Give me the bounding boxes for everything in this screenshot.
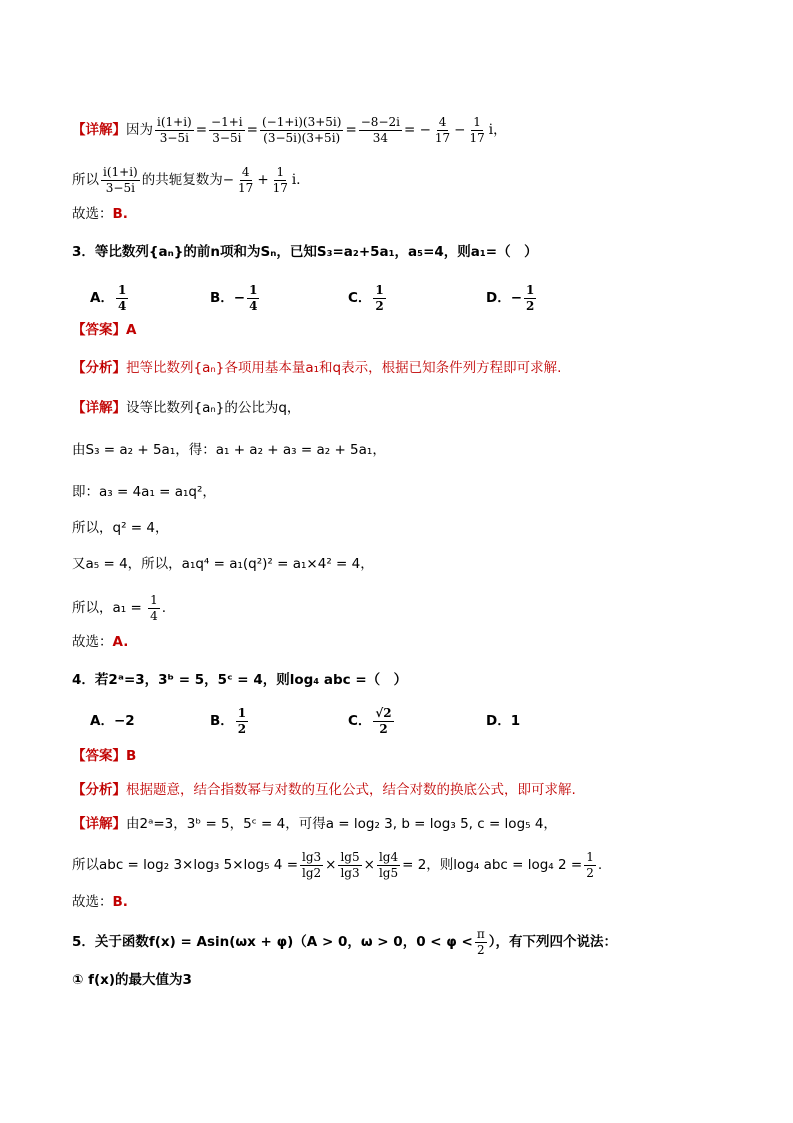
q4-answer: 【答案】B xyxy=(72,748,137,764)
q5-statement-1: ① f(x)的最大值为3 xyxy=(72,972,192,988)
fraction-2: $\frac{-1+i}{3-5i}$ xyxy=(211,114,243,145)
choose-line-intro: 故选：B. xyxy=(72,206,128,222)
because-text: 因为 xyxy=(126,122,153,138)
q4-detail-2: 所以abc = log₂ 3×log₃ 5×log₅ 4 = $\frac{\lg 3}{\lg 2}$ × $\frac{\lg 5}{\lg 3}$ × $\frac{\lg 4}{\lg 5}$ = 2，则log₄ abc = log₄ 2 = $\frac{1}{2}$ . xyxy=(72,849,603,880)
q4-choose: 故选：B. xyxy=(72,894,128,910)
q3-detail-3: 即：a₃ = 4a₁ = a₁q²， xyxy=(72,484,216,500)
fraction-conj: $\frac{i(1+i)}{3-5i}$ xyxy=(103,164,138,195)
q3-answer: 【答案】A xyxy=(72,322,137,338)
q3-option-d: D．− $\frac{1}{2}$ xyxy=(486,282,535,313)
q3-option-c: C． $\frac{1}{2}$ xyxy=(348,282,384,313)
q3-detail-6: 所以，a₁ = $\frac{1}{4}$ . xyxy=(72,592,167,623)
q4-options xyxy=(72,702,753,740)
q4-option-a: A．−2 xyxy=(90,713,135,729)
fraction-6: $\frac{1}{17}$ xyxy=(469,114,485,145)
q4-option-c: C． $\frac{√2}{2}$ xyxy=(348,705,392,736)
q4-detail-1: 【详解】由2ᵃ=3，3ᵇ = 5，5ᶜ = 4，可得a = log₂ 3, b = log₃ 5, c = log₅ 4， xyxy=(72,816,557,832)
q3-detail-4: 所以，q² = 4， xyxy=(72,520,169,536)
detail-line-intro: 【详解】因为 $\frac{i(1+i)}{3-5i}$ = $\frac{-1+i}{3-5i}$ = $\frac{(-1+i)(3+5i)}{(3-5i)(3+5i)}$ = $\frac{-8-2i}{34}$ = − $\frac{4}{17}$ − $\frac{1}{17}$ i， xyxy=(72,114,507,145)
fraction-5: $\frac{4}{17}$ xyxy=(434,114,451,145)
q3-option-a: A． $\frac{1}{4}$ xyxy=(90,282,127,313)
detail-tag: 【详解】 xyxy=(72,122,126,138)
q4-option-b: B． $\frac{1}{2}$ xyxy=(210,705,247,736)
q3-analysis: 【分析】把等比数列{aₙ}各项用基本量a₁和q表示，根据已知条件列方程即可求解. xyxy=(72,360,562,376)
q4-stem: 4．若2ᵃ=3，3ᵇ = 5，5ᶜ = 4，则log₄ abc =（ ） xyxy=(72,672,408,688)
fraction-3: $\frac{(-1+i)(3+5i)}{(3-5i)(3+5i)}$ xyxy=(261,114,342,145)
q3-detail-1: 【详解】设等比数列{aₙ}的公比为q， xyxy=(72,400,301,416)
fraction-1: $\frac{i(1+i)}{3-5i}$ xyxy=(157,114,192,145)
q4-analysis: 【分析】根据题意，结合指数幂与对数的互化公式，结合对数的换底公式，即可求解. xyxy=(72,782,576,798)
fraction-4: $\frac{-8-2i}{34}$ xyxy=(360,114,400,145)
q3-stem: 3．等比数列{aₙ}的前n项和为Sₙ，已知S₃=a₂+5a₁，a₅=4，则a₁=（ ） xyxy=(72,244,538,260)
q3-options xyxy=(72,280,753,316)
conjugate-line: 所以 $\frac{i(1+i)}{3-5i}$ 的共轭复数为− $\frac{4}{17}$ + $\frac{1}{17}$ i． xyxy=(72,164,310,195)
q3-choose: 故选：A. xyxy=(72,634,129,650)
q5-stem: 5．关于函数f(x) = Asin(ωx + φ)（A > 0，ω > 0，0 < φ < $\frac{\pi}{2}$ ），有下列四个说法： xyxy=(72,926,618,957)
q3-detail-5: 又a₅ = 4，所以，a₁q⁴ = a₁(q²)² = a₁×4² = 4， xyxy=(72,556,374,572)
q3-detail-2: 由S₃ = a₂ + 5a₁，得：a₁ + a₂ + a₃ = a₂ + 5a₁， xyxy=(72,442,386,458)
q4-option-d: D．1 xyxy=(486,713,521,729)
q3-option-b: B．− $\frac{1}{4}$ xyxy=(210,282,258,313)
